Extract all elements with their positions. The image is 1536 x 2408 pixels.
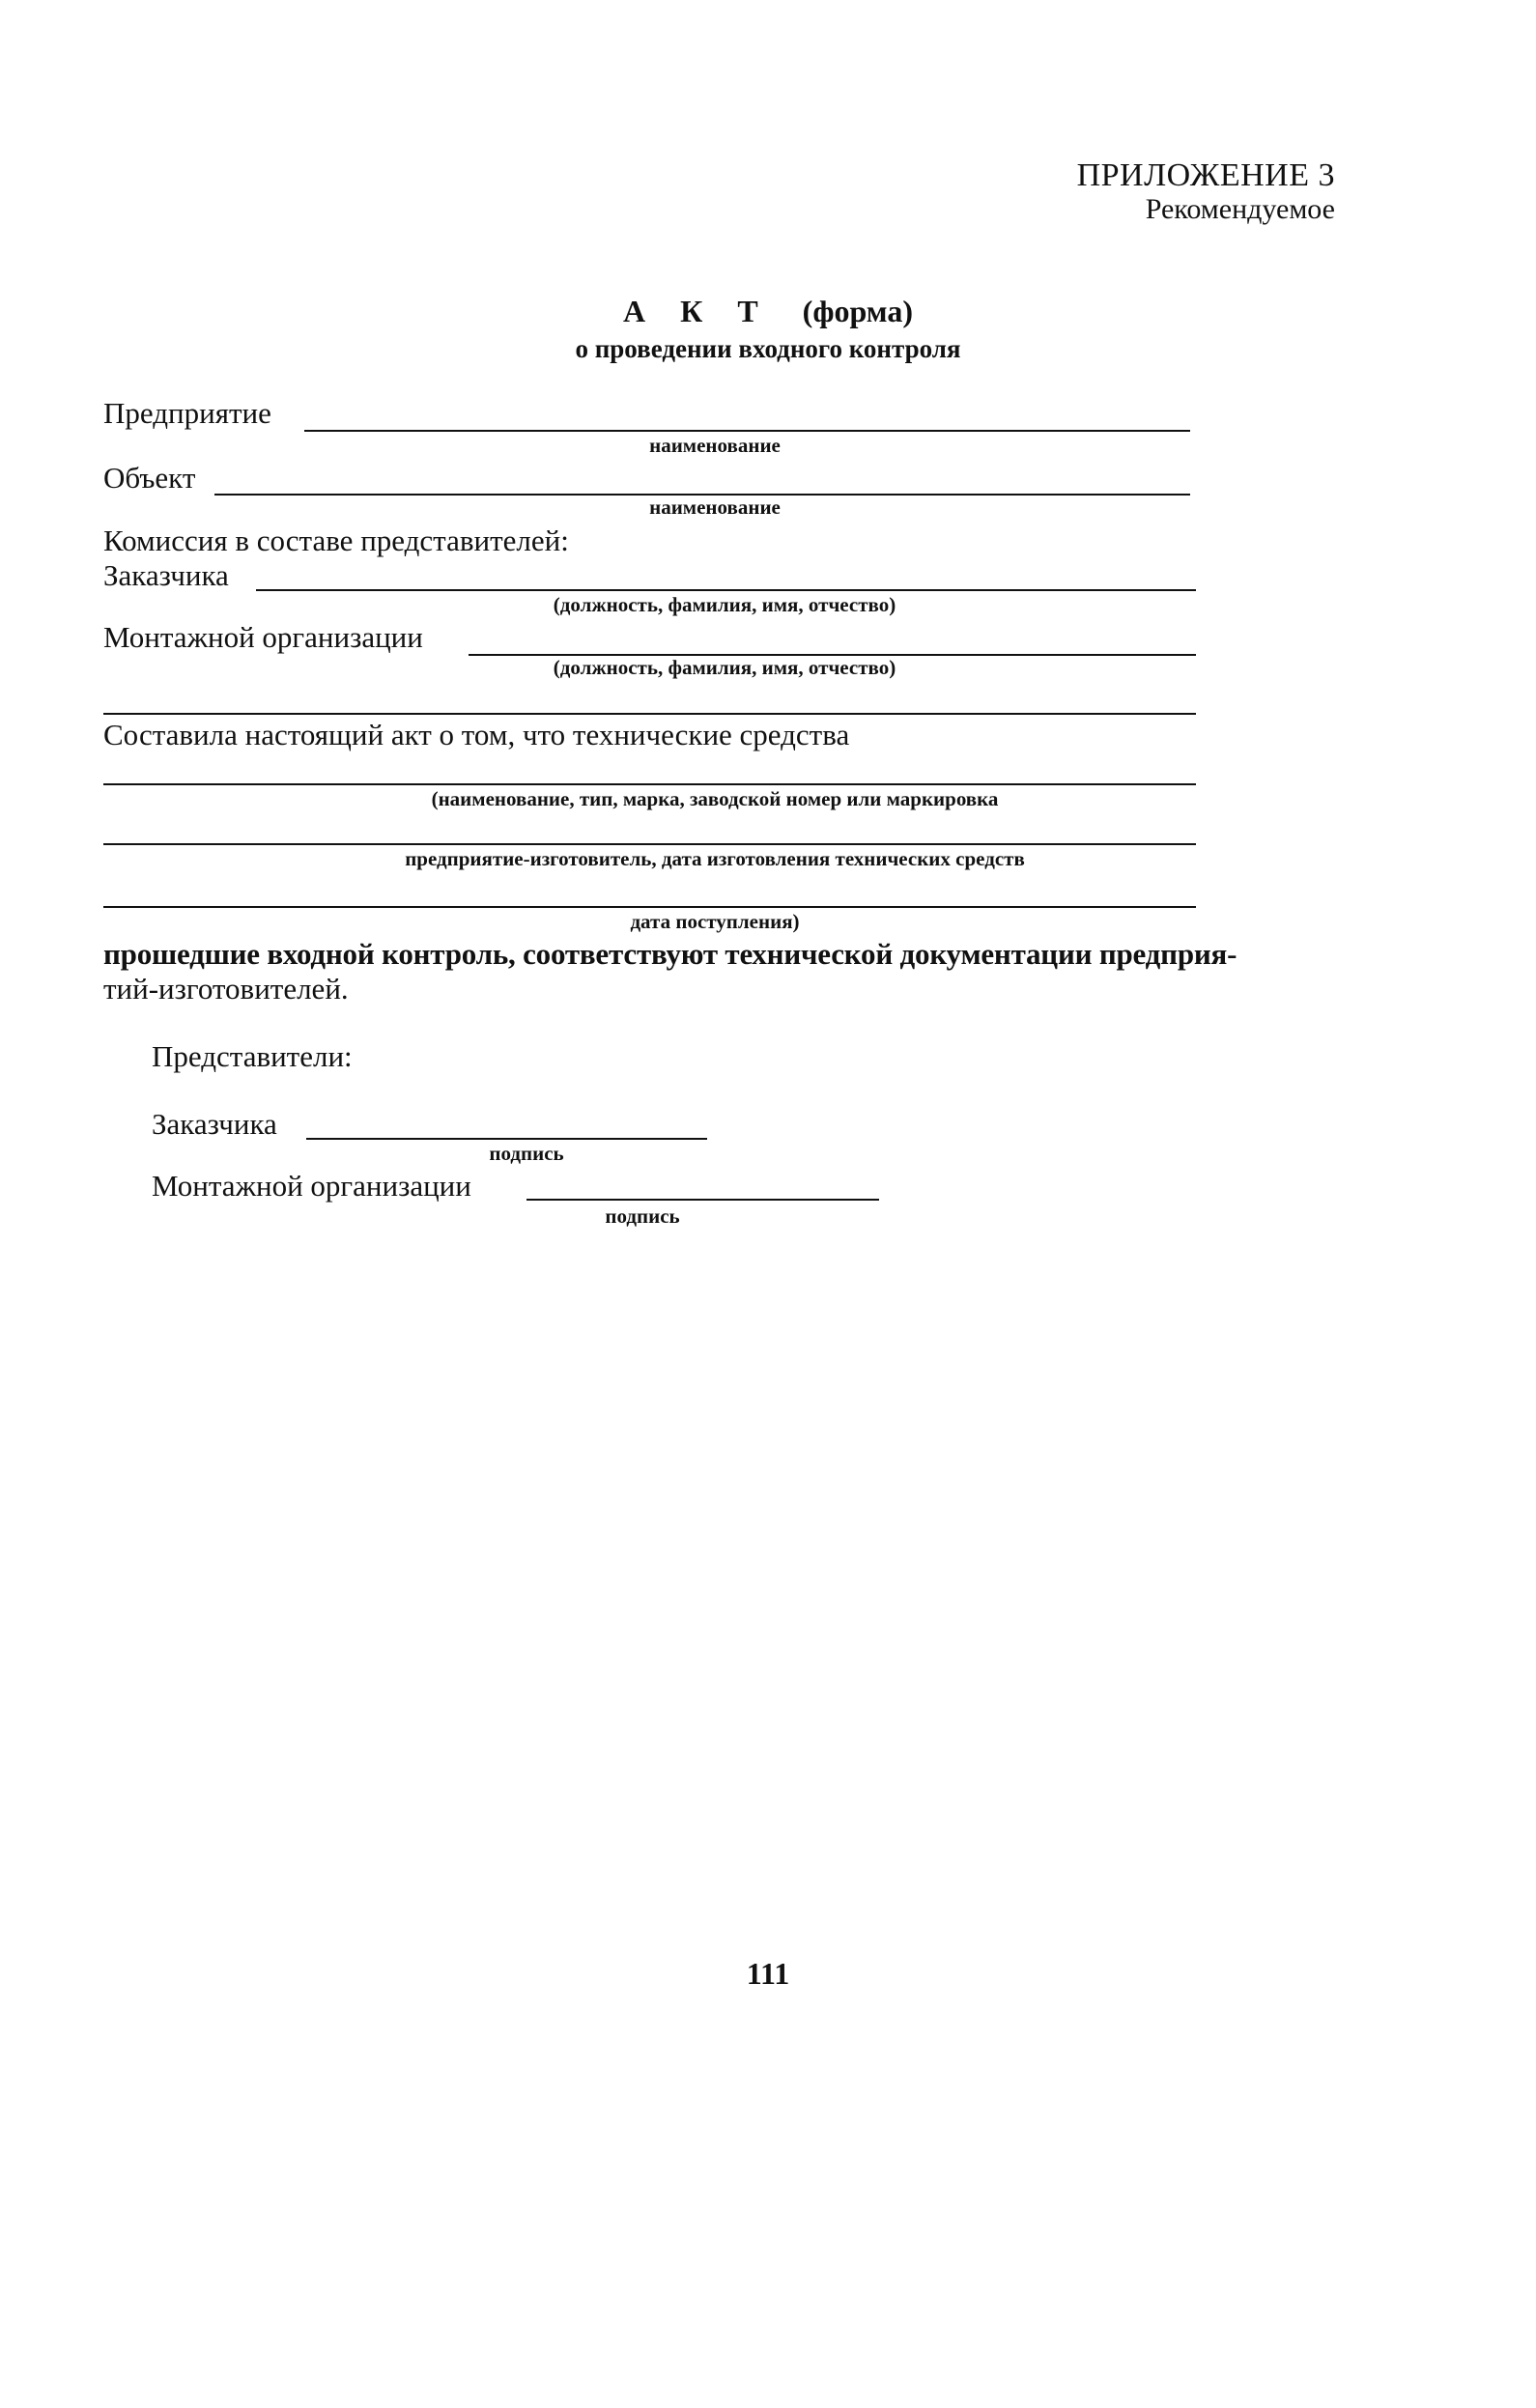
equipment-line-3[interactable] (103, 906, 1196, 908)
page-number: 111 (746, 1956, 790, 1991)
customer-caption: (должность, фамилия, имя, отчество) (553, 593, 896, 616)
equipment-caption-1: (наименование, тип, марка, заводской номер или маркировка (431, 787, 999, 810)
statement-conclusion-1: прошедшие входной контроль, соответствуют технической документации предприя- (103, 937, 1237, 971)
statement-conclusion-2: тий-изготовителей. (103, 972, 349, 1006)
customer-input-line[interactable] (256, 589, 1196, 591)
document-title-form: (форма) (802, 294, 913, 328)
installer-caption: (должность, фамилия, имя, отчество) (553, 656, 896, 679)
representatives-heading: Представители: (152, 1039, 353, 1073)
statement-intro: Составила настоящий акт о том, что технические средства (103, 718, 850, 751)
document-title (0, 294, 1536, 329)
equipment-line-2[interactable] (103, 843, 1196, 845)
document-subtitle: о проведении входного контроля (575, 334, 961, 363)
appendix-status: Рекомендуемое (1145, 193, 1335, 225)
signature-installer-label: Монтажной организации (152, 1169, 471, 1203)
appendix-title: ПРИЛОЖЕНИЕ 3 (1076, 157, 1335, 193)
commission-text: Комиссия в составе представителей: (103, 524, 569, 557)
customer-label: Заказчика (103, 558, 229, 592)
equipment-caption-2: предприятие-изготовитель, дата изготовления технических средств (405, 847, 1025, 870)
enterprise-input-line[interactable] (304, 430, 1190, 432)
signature-customer-caption: подпись (489, 1142, 564, 1165)
signature-installer-line[interactable] (526, 1199, 879, 1201)
enterprise-label: Предприятие (103, 396, 271, 430)
installer-label: Монтажной организации (103, 620, 423, 654)
object-caption: наименование (649, 496, 781, 519)
signature-customer-label: Заказчика (152, 1107, 277, 1141)
object-label: Объект (103, 461, 196, 495)
document-title-main: А К Т (623, 294, 772, 328)
signature-installer-caption: подпись (605, 1204, 680, 1228)
equipment-line-1[interactable] (103, 783, 1196, 785)
equipment-caption-3: дата поступления) (630, 910, 800, 933)
signature-customer-line[interactable] (306, 1138, 707, 1140)
enterprise-caption: наименование (649, 434, 781, 457)
extra-member-line[interactable] (103, 713, 1196, 715)
